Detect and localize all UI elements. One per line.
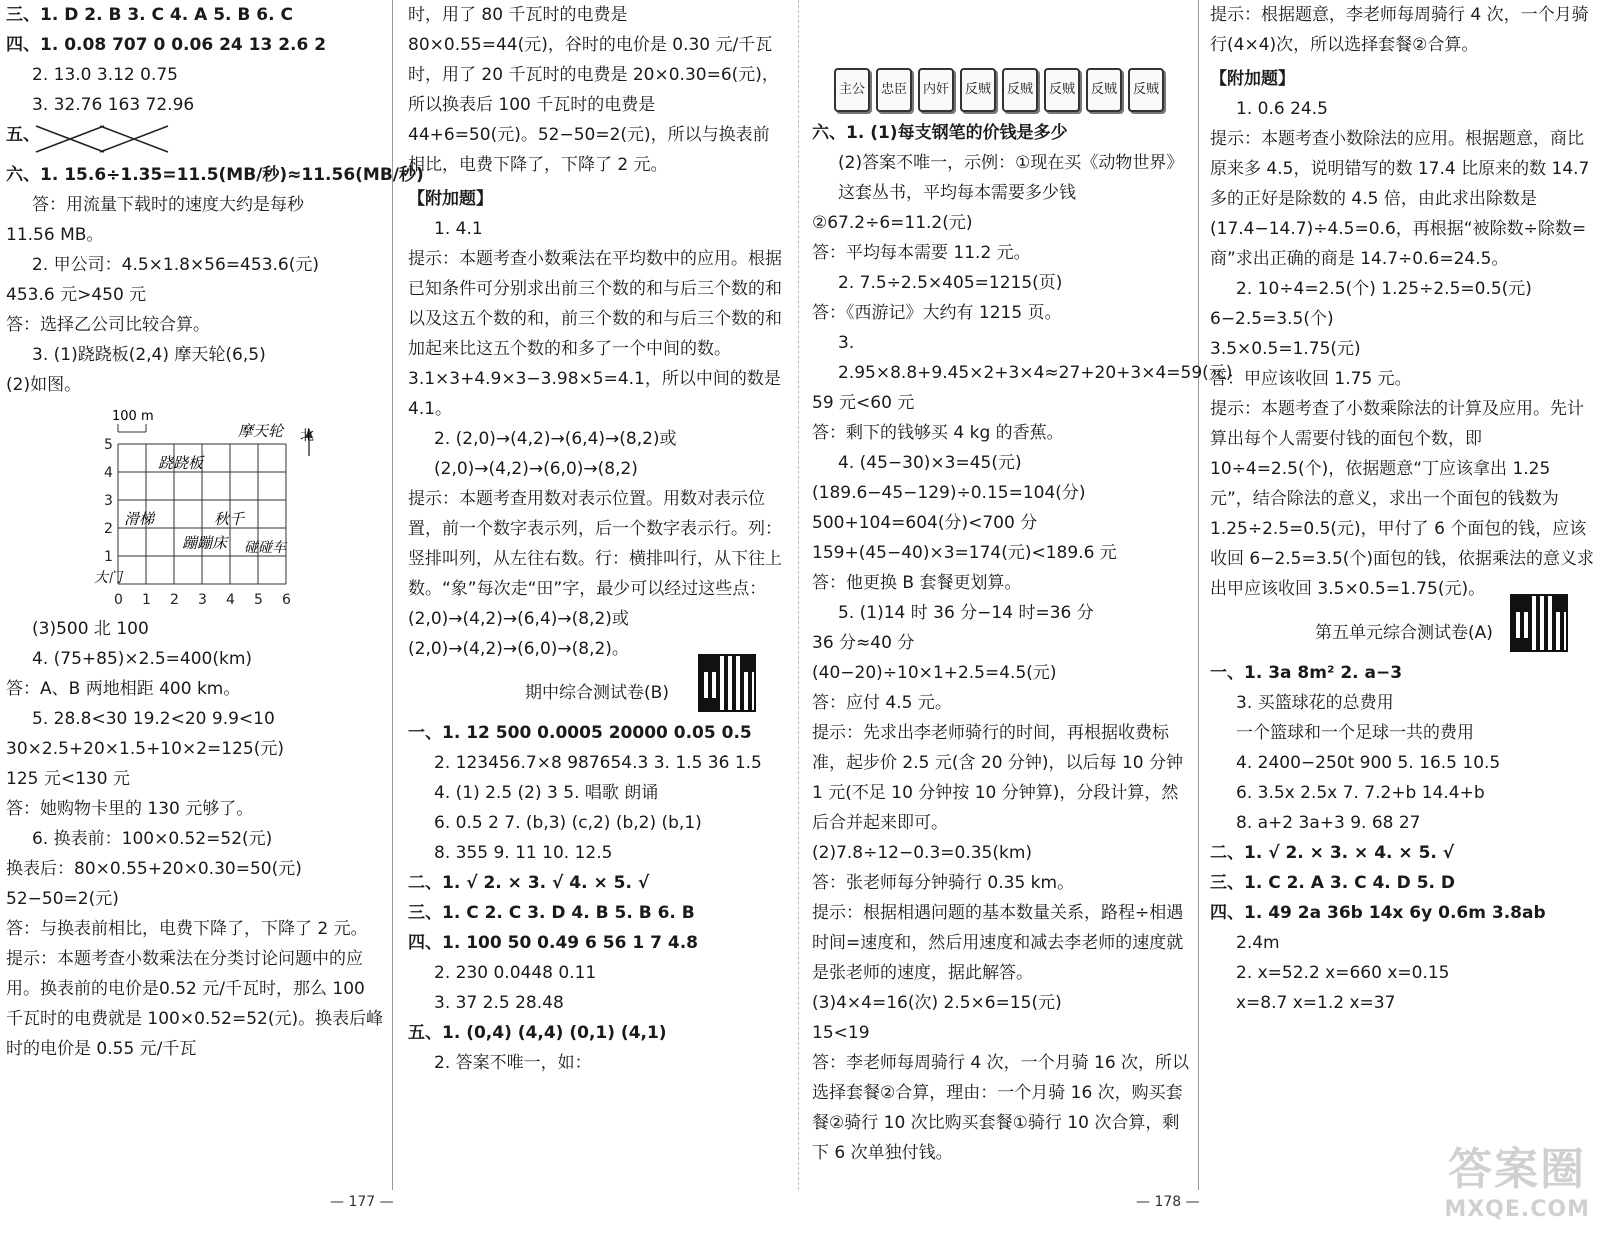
section-heading: 【附加题】: [1210, 69, 1295, 89]
answer-line: 11.56 MB。: [6, 225, 104, 245]
answer-line: 答：《西游记》大约有 1215 页。: [812, 303, 1062, 323]
answer-line: 59 元<60 元: [812, 393, 915, 413]
answer-line: 52−50=2(元): [6, 889, 119, 909]
answer-line: 3. 32.76 163 72.96: [32, 95, 195, 115]
answer-line: 一个篮球和一个足球一共的费用: [1236, 723, 1474, 743]
y-tick-label: 2: [104, 521, 113, 537]
answer-line: 2. 230 0.0448 0.11: [434, 963, 597, 983]
role-card: 忠臣: [876, 68, 912, 112]
answer-line: 答：剩下的钱够买 4 kg 的香蕉。: [812, 423, 1064, 443]
answer-line: 15<19: [812, 1023, 870, 1043]
grid-svg: [6, 406, 366, 614]
answer-line: 四、1. 0.08 707 0 0.06 24 13 2.6 2: [6, 35, 327, 55]
section-heading: 【附加题】: [408, 189, 493, 209]
answer-line: 8. a+2 3a+3 9. 68 27: [1236, 813, 1421, 833]
answer-line: 答：A、B 两地相距 400 km。: [6, 679, 241, 699]
x-tick-label: 5: [254, 592, 263, 608]
answer-line: 8. 355 9. 11 10. 12.5: [434, 843, 613, 863]
watermark-url: MXQE.COM: [1444, 1197, 1590, 1222]
answer-line: 答：他更换 B 套餐更划算。: [812, 573, 1022, 593]
answer-line: 6. 0.5 2 7. (b,3) (c,2) (b,2) (b,1): [434, 813, 702, 833]
answer-line: 3. 37 2.5 28.48: [434, 993, 564, 1013]
answer-line: 答：应付 4.5 元。: [812, 693, 952, 713]
hint-paragraph: 提示：先求出李老师骑行的时间，再根据收费标准，起步价 2.5 元(含 20 分钟)，以后每 10 分钟 1 元(不足 10 分钟按 10 分钟算)，分段计算，然后合并起来即可。: [812, 723, 1183, 833]
hint-paragraph: 提示：本题考查小数除法的应用。根据题意，商比原来多 4.5，说明错写的数 17.4 比原来的数 14.7 多的正好是除数的 4.5 倍，由此求出除数是(17.4−14.7)÷4.5=0.6，再根据“被除数÷除数=商”求出正确的商是 14.7÷0.6=24.5。: [1210, 129, 1590, 269]
x-tick-label: 1: [142, 592, 151, 608]
x-tick-label: 4: [226, 592, 235, 608]
seesaw-label: 跷跷板: [158, 454, 204, 472]
answer-paragraph: 2. (2,0)→(4,2)→(6,4)→(8,2)或(2,0)→(4,2)→(6,0)→(8,2): [434, 429, 677, 479]
slide-label: 滑梯: [124, 510, 155, 528]
page-gutter: [798, 0, 799, 1190]
answer-line: 五、: [6, 125, 40, 145]
column-divider-right: [1198, 0, 1199, 1190]
answer-line: 500+104=604(分)<700 分: [812, 513, 1038, 533]
scale-label: 100 m: [112, 409, 154, 424]
column-3: [812, 0, 1233, 1190]
role-card: 反贼: [1044, 68, 1080, 112]
role-card: 内奸: [918, 68, 954, 112]
column-2: [408, 0, 786, 1190]
answer-line: 3. 买篮球花的总费用: [1236, 693, 1394, 713]
qr-code-icon: [698, 654, 756, 712]
role-card: 反贼: [1002, 68, 1038, 112]
role-card-row: [834, 68, 1192, 112]
answer-line: (189.6−45−129)÷0.15=104(分): [812, 483, 1086, 503]
answer-paragraph: (2)答案不唯一，示例：①现在买《动物世界》这套丛书，平均每本需要多少钱: [838, 153, 1184, 203]
answer-line: 2. x=52.2 x=660 x=0.15: [1236, 963, 1450, 983]
answer-line: 答：张老师每分钟骑行 0.35 km。: [812, 873, 1075, 893]
answer-paragraph: 3. 2.95×8.8+9.45×2+3×4≈27+20+3×4=59(元): [838, 333, 1233, 383]
answer-line: 30×2.5+20×1.5+10×2=125(元): [6, 739, 284, 759]
north-label: 北: [300, 428, 314, 444]
role-card: 反贼: [1086, 68, 1122, 112]
answer-line: 一、1. 12 500 0.0005 20000 0.05 0.5: [408, 723, 752, 743]
section-title: [408, 678, 786, 708]
ferris-wheel-label: 摩天轮: [238, 422, 284, 440]
role-card: 主公: [834, 68, 870, 112]
answer-line: 三、1. C 2. C 3. D 4. B 5. B 6. B: [408, 903, 695, 923]
section-title: [1210, 618, 1598, 648]
answer-line: 四、1. 100 50 0.49 6 56 1 7 4.8: [408, 933, 698, 953]
answer-line: (40−20)÷10×1+2.5=4.5(元): [812, 663, 1057, 683]
answer-line: 6−2.5=3.5(个): [1210, 309, 1334, 329]
answer-line: 159+(45−40)×3=174(元)<189.6 元: [812, 543, 1117, 563]
bumper-car-label: 碰碰车: [244, 540, 286, 556]
hint-paragraph: 提示：本题考查小数乘法在平均数中的应用。根据已知条件可分别求出前三个数的和与后三个数的和以及这五个数的和，前三个数的和与后三个数的和加起来比这五个数的和多了一个中间的数。3.1×3+4.9×3−3.98×5=4.1，所以中间的数是 4.1。: [408, 249, 782, 419]
answer-line: 答：用流量下载时的速度大约是每秒: [32, 195, 304, 215]
answer-line: 5. (1)14 时 36 分−14 时=36 分: [838, 603, 1094, 623]
watermark-text: 答案圈: [1448, 1144, 1587, 1195]
test-title: 期中综合测试卷(B): [525, 683, 669, 703]
answer-line: 6. 换表前：100×0.52=52(元): [32, 829, 273, 849]
answer-line: (3)4×4=16(次) 2.5×6=15(元): [812, 993, 1062, 1013]
answer-line: 2.4m: [1236, 933, 1280, 953]
y-tick-label: 5: [104, 437, 113, 453]
matching-lines: [6, 120, 386, 160]
answer-line: 3.5×0.5=1.75(元): [1210, 339, 1361, 359]
swing-label: 秋千: [214, 510, 245, 528]
column-1: [6, 0, 424, 1190]
answer-line: 答：与换表前相比，电费下降了，下降了 2 元。: [6, 919, 368, 939]
coordinate-grid-figure: [6, 406, 386, 614]
answer-line: 四、1. 49 2a 36b 14x 6y 0.6m 3.8ab: [1210, 903, 1546, 923]
y-tick-label: 4: [104, 465, 113, 481]
answer-line: 五、1. (0,4) (4,4) (0,1) (4,1): [408, 1023, 667, 1043]
answer-line: 2. 甲公司：4.5×1.8×56=453.6(元): [32, 255, 319, 275]
hint-paragraph: 提示：本题考查了小数乘除法的计算及应用。先计算出每个人需要付钱的面包个数，即 10÷4=2.5(个)，依据题意“丁应该拿出 1.25 元”，结合除法的意义，求出一个面包的钱数为 1.25÷2.5=0.5(元)，甲付了 6 个面包的钱，应该收回 6−2.5=3.5(个)面包的钱，依据乘法的意义求出甲应该收回 3.5×0.5=1.75(元)。: [1210, 399, 1595, 599]
answer-line: 36 分≈40 分: [812, 633, 915, 653]
answer-paragraph: 时，用了 80 千瓦时的电费是 80×0.55=44(元)，谷时的电价是 0.30 元/千瓦时，用了 20 千瓦时的电费是 20×0.30=6(元)，所以换表后 100 千瓦时的电费是 44+6=50(元)。52−50=2(元)，所以与换表前相比，电费下降了，下降了 2 元。: [408, 5, 779, 175]
answer-line: 1. 0.6 24.5: [1236, 99, 1328, 119]
role-card: 反贼: [1128, 68, 1164, 112]
page-number-left: — 177 —: [330, 1194, 394, 1210]
answer-line: 二、1. √ 2. × 3. √ 4. × 5. √: [408, 873, 650, 893]
answer-line: 六、1. 15.6÷1.35=11.5(MB/秒)≈11.56(MB/秒): [6, 165, 424, 185]
answer-line: 六、1. (1)每支钢笔的价钱是多少: [812, 123, 1068, 143]
answer-line: 3. (1)跷跷板(2,4) 摩天轮(6,5): [32, 345, 266, 365]
answer-line: 4. (1) 2.5 (2) 3 5. 唱歌 朗诵: [434, 783, 659, 803]
qr-code-icon: [1510, 594, 1568, 652]
hint-paragraph: 提示：本题考查用数对表示位置。用数对表示位置，前一个数字表示列，后一个数字表示行。列：竖排叫列，从左往右数。行：横排叫行，从下往上数。“象”每次走“田”字，最少可以经过这些点：(2,0)→(4,2)→(6,4)→(8,2)或(2,0)→(4,2)→(6,0)→(8,2)。: [408, 489, 782, 659]
answer-line: x=8.7 x=1.2 x=37: [1236, 993, 1396, 1013]
y-tick-label: 1: [104, 549, 113, 565]
y-tick-label: 3: [104, 493, 113, 509]
answer-line: 答：选择乙公司比较合算。: [6, 315, 210, 335]
answer-line: 2. 答案不唯一，如：: [434, 1053, 592, 1073]
gate-label: 大门: [94, 570, 122, 586]
answer-line: (2)7.8÷12−0.3=0.35(km): [812, 843, 1033, 863]
x-tick-label: 2: [170, 592, 179, 608]
answer-line: 二、1. √ 2. × 3. × 4. × 5. √: [1210, 843, 1455, 863]
answer-line: ②67.2÷6=11.2(元): [812, 213, 973, 233]
role-card: 反贼: [960, 68, 996, 112]
answer-line: 4. (75+85)×2.5=400(km): [32, 649, 253, 669]
answer-line: 4. 2400−250t 900 5. 16.5 10.5: [1236, 753, 1501, 773]
answer-line: 2. 123456.7×8 987654.3 3. 1.5 3̇6̇ 1.5: [434, 753, 762, 773]
hint-paragraph: 提示：根据题意，李老师每周骑行 4 次，一个月骑行(4×4)次，所以选择套餐②合算。: [1210, 5, 1589, 55]
page-number-right: — 178 —: [1136, 1194, 1200, 1210]
crossing-lines-figure: [34, 118, 184, 158]
column-4: [1210, 0, 1598, 1195]
x-tick-label: 6: [282, 592, 291, 608]
test-title: 第五单元综合测试卷(A): [1315, 623, 1493, 643]
answer-line: 1. 4.1: [434, 219, 483, 239]
answer-line: 125 元<130 元: [6, 769, 130, 789]
answer-line: (3)500 北 100: [32, 619, 149, 639]
x-tick-label: 3: [198, 592, 207, 608]
answer-line: 答：甲应该收回 1.75 元。: [1210, 369, 1412, 389]
answer-line: 5. 28.8<30 19.2<20 9.9<10: [32, 709, 275, 729]
answer-line: 2. 13.0 3.12 0.75: [32, 65, 178, 85]
answer-line: 答：她购物卡里的 130 元够了。: [6, 799, 254, 819]
answer-line: 答：平均每本需要 11.2 元。: [812, 243, 1031, 263]
answer-line: 6. 3.5x 2.5x 7. 7.2+b 14.4+b: [1236, 783, 1485, 803]
answer-paragraph: 答：李老师每周骑行 4 次，一个月骑 16 次，所以选择套餐②合算，理由：一个月骑 16 次，购买套餐②骑行 10 次比购买套餐①骑行 10 次合算，剩下 6 次单独付钱。: [812, 1053, 1190, 1163]
trampoline-label: 蹦蹦床: [182, 534, 228, 552]
answer-line: 三、1. C 2. A 3. C 4. D 5. D: [1210, 873, 1456, 893]
watermark-logo: [1444, 1144, 1590, 1230]
answer-line: 换表后：80×0.55+20×0.30=50(元): [6, 859, 302, 879]
answer-line: 2. 7.5÷2.5×405=1215(页): [838, 273, 1063, 293]
answer-line: 453.6 元>450 元: [6, 285, 147, 305]
answer-line: 一、1. 3a 8m² 2. a−3: [1210, 663, 1403, 683]
answer-line: 4. (45−30)×3=45(元): [838, 453, 1022, 473]
hint-paragraph: 提示：根据相遇问题的基本数量关系，路程÷相遇时间=速度和，然后用速度和减去李老师的速度就是张老师的速度，据此解答。: [812, 903, 1184, 983]
hint-paragraph: 提示：本题考查小数乘法在分类讨论问题中的应用。换表前的电价是0.52 元/千瓦时，那么 100 千瓦时的电费就是 100×0.52=52(元)。换表后峰时的电价是 0.55 元/千瓦: [6, 949, 384, 1059]
answer-line: (2)如图。: [6, 375, 82, 395]
x-tick-label: 0: [114, 592, 123, 608]
answer-line: 2. 10÷4=2.5(个) 1.25÷2.5=0.5(元): [1236, 279, 1532, 299]
answer-line: 三、1. D 2. B 3. C 4. A 5. B 6. C: [6, 5, 293, 25]
